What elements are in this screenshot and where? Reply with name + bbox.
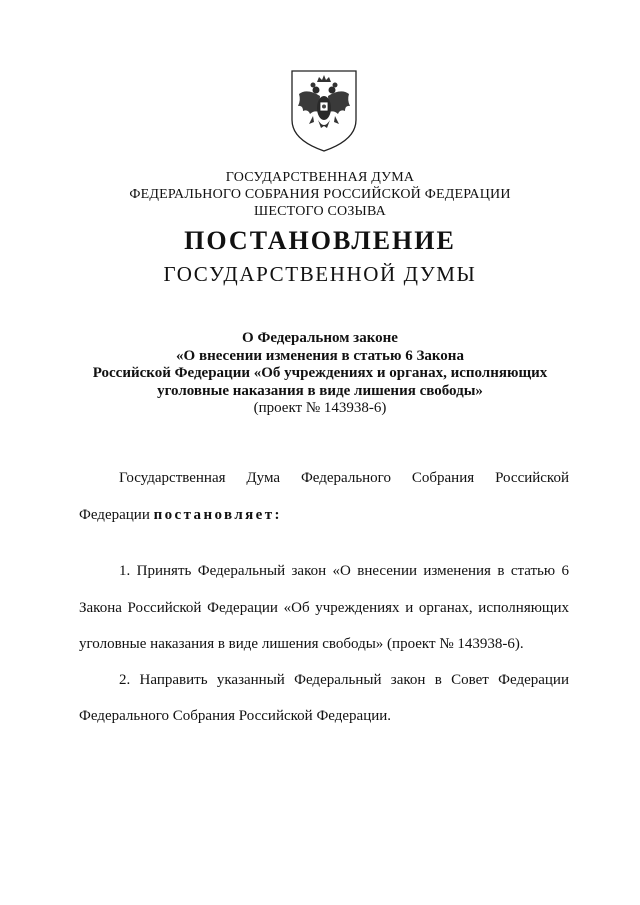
header-line-1: ГОСУДАРСТВЕННАЯ ДУМА — [225, 170, 415, 185]
preamble-paragraph-continued — [79, 505, 569, 525]
preamble-line-1: Государственная Дума Федерального Собрания Российской — [119, 470, 569, 486]
item-2-paragraph — [79, 670, 569, 690]
item-1-paragraph — [79, 561, 569, 581]
item-2-line-2: Федерального Собрания Российской Федерации. — [79, 708, 392, 724]
item-1-line-2: Закона Российской Федерации «Об учреждениях и органах, исполняющих — [79, 600, 569, 616]
item-1-line-1: 1. Принять Федеральный закон «О внесении изменения в статью 6 — [119, 563, 569, 579]
subject-line-3: Российской Федерации «Об учреждениях и органах, исполняющих — [92, 365, 548, 381]
russian-coat-of-arms-icon — [289, 68, 359, 154]
issuing-body-header — [0, 169, 640, 220]
preamble-line-2-start: Федерации — [79, 507, 154, 523]
subject-line-2: «О внесении изменения в статью 6 Закона — [176, 347, 464, 364]
header-line-2: ФЕДЕРАЛЬНОГО СОБРАНИЯ РОССИЙСКОЙ ФЕДЕРАЦИИ — [129, 187, 511, 202]
item-2-paragraph-line-2 — [79, 706, 569, 726]
document-subtitle: ГОСУДАРСТВЕННОЙ ДУМЫ — [163, 262, 477, 286]
item-2-line-1: 2. Направить указанный Федеральный закон в Совет Федерации — [119, 672, 569, 688]
item-1-line-3: уголовные наказания в виде лишения свободы» (проект № 143938-6). — [79, 636, 524, 652]
subject-line-1: О Федеральном законе — [242, 330, 398, 346]
preamble-paragraph — [79, 468, 569, 488]
document-title: ПОСТАНОВЛЕНИЕ — [184, 226, 456, 255]
header-line-3: ШЕСТОГО СОЗЫВА — [254, 204, 386, 219]
item-1-paragraph-line-2 — [79, 598, 569, 618]
subject-line-4: уголовные наказания в виде лишения свободы» — [157, 382, 483, 399]
resolution-subject — [0, 330, 640, 418]
preamble-line-2 — [79, 505, 569, 525]
preamble-decree-word: постановляет: — [153, 507, 282, 523]
subject-line-5: (проект № 143938-6) — [253, 400, 387, 416]
item-1-paragraph-line-3 — [79, 634, 569, 654]
